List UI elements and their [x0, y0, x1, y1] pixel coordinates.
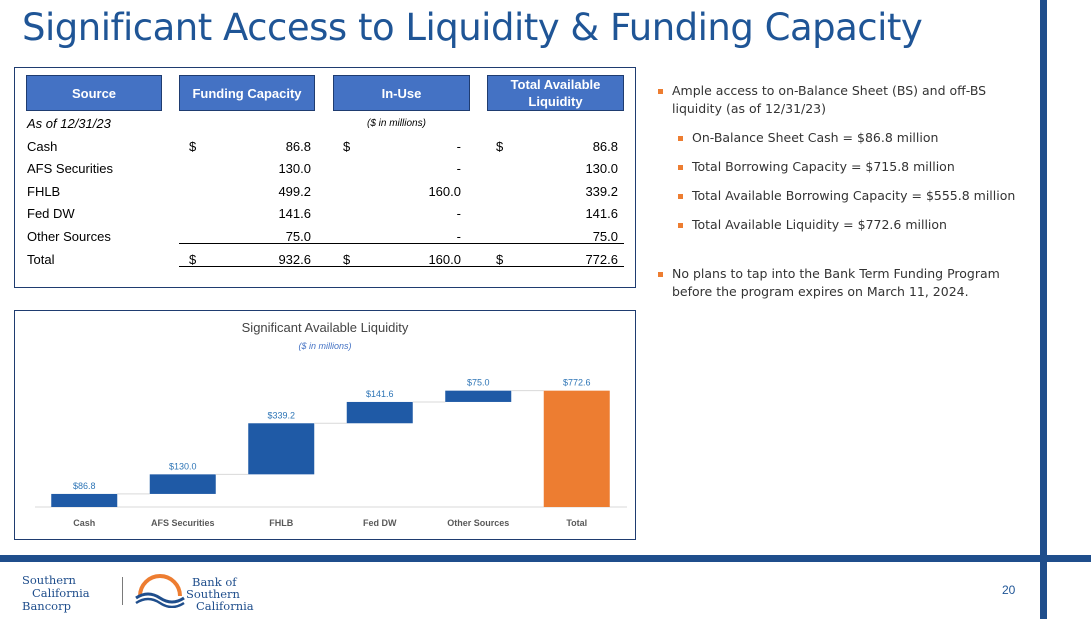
- data-label: $141.6: [365, 388, 394, 399]
- as-of-date: As of 12/31/23: [27, 116, 111, 131]
- bottom-rule: [179, 266, 624, 267]
- cell-capacity: 141.6: [278, 206, 311, 221]
- waterfall-chart: [15, 311, 634, 538]
- units-note: ($ in millions): [367, 118, 426, 129]
- chart-subtitle: ($ in millions): [298, 341, 352, 351]
- cell-available: 141.6: [585, 206, 618, 221]
- bar-total: [544, 391, 610, 507]
- slide-title: Significant Access to Liquidity & Funding Capacity: [22, 6, 923, 49]
- bullet-6: No plans to tap into the Bank Term Funding Program before the program expires on March 11, 2024.: [672, 266, 1000, 299]
- cell-available: 86.8: [592, 139, 618, 154]
- data-label: $130.0: [168, 461, 197, 472]
- cell-in-use: 160.0: [428, 252, 461, 267]
- southern-california-bancorp-logo: [22, 574, 90, 613]
- logo-left-line-1: Southern: [22, 573, 76, 587]
- bullet-marker: [678, 136, 683, 141]
- bullet-1: Ample access to on-Balance Sheet (BS) and off-BS liquidity (as of 12/31/23): [672, 83, 987, 116]
- cell-source: FHLB: [27, 184, 61, 199]
- logo-divider: [122, 577, 123, 605]
- cell-in-use: -: [456, 161, 461, 176]
- category-label: FHLB: [269, 518, 294, 528]
- cell-cap-cur: $: [189, 139, 197, 154]
- cell-capacity: 130.0: [278, 161, 311, 176]
- cell-capacity: 932.6: [278, 252, 311, 267]
- bar-other-sources: [445, 391, 511, 402]
- cell-in-use: -: [456, 229, 461, 244]
- bar-fed-dw: [347, 402, 413, 423]
- cell-available: 339.2: [585, 184, 618, 199]
- footer-divider-bar: [0, 555, 1091, 562]
- bullet-3: Total Borrowing Capacity = $715.8 million: [692, 159, 955, 174]
- data-label: $75.0: [466, 377, 490, 388]
- data-label: $339.2: [267, 410, 296, 421]
- bullet-marker: [678, 223, 683, 228]
- bullet-5: Total Available Liquidity = $772.6 million: [692, 217, 947, 232]
- category-label: AFS Securities: [150, 518, 215, 528]
- bank-emblem-icon: [134, 574, 186, 608]
- bar-cash: [51, 494, 117, 507]
- category-label: Cash: [73, 518, 96, 528]
- cell-in-use: -: [456, 139, 461, 154]
- cell-in-use: 160.0: [428, 184, 461, 199]
- header-source: Source: [26, 75, 162, 111]
- category-label: Other Sources: [447, 518, 510, 528]
- bar-fhlb: [248, 423, 314, 474]
- cell-capacity: 499.2: [278, 184, 311, 199]
- bullet-2: On-Balance Sheet Cash = $86.8 million: [692, 130, 939, 145]
- bullet-marker: [678, 165, 683, 170]
- bullet-marker: [678, 194, 683, 199]
- header-in-use: In-Use: [333, 75, 470, 111]
- cell-available: 130.0: [585, 161, 618, 176]
- chart-title: Significant Available Liquidity: [241, 320, 409, 335]
- cell-available: 772.6: [585, 252, 618, 267]
- header-funding-capacity: Funding Capacity: [179, 75, 315, 111]
- page-number: 20: [1002, 583, 1016, 597]
- logo-right-line-3: California: [196, 599, 254, 613]
- data-label: $86.8: [72, 480, 96, 491]
- cell-source: Fed DW: [27, 206, 75, 221]
- cell-avail-cur: $: [496, 252, 504, 267]
- cell-capacity: 75.0: [285, 229, 311, 244]
- total-rule: [179, 243, 624, 244]
- logo-left-line-3: Bancorp: [22, 599, 71, 613]
- cell-avail-cur: $: [496, 139, 504, 154]
- logo-left-line-2: California: [32, 586, 90, 600]
- cell-source: Total: [27, 252, 55, 267]
- category-label: Total: [566, 518, 588, 528]
- header-total-available: Total Available Liquidity: [487, 75, 624, 111]
- bar-afs-securities: [150, 474, 216, 494]
- category-label: Fed DW: [363, 518, 397, 528]
- cell-use-cur: $: [343, 252, 351, 267]
- right-accent-bar: [1040, 0, 1047, 619]
- bullet-marker: [658, 272, 663, 277]
- liquidity-table: [14, 67, 636, 288]
- cell-cap-cur: $: [189, 252, 197, 267]
- cell-in-use: -: [456, 206, 461, 221]
- cell-available: 75.0: [592, 229, 618, 244]
- cell-source: AFS Securities: [27, 161, 113, 176]
- cell-use-cur: $: [343, 139, 351, 154]
- logo-right-line-1: Bank of: [192, 575, 237, 589]
- data-label: $772.6: [562, 377, 591, 388]
- bank-of-southern-california-logo: [186, 576, 254, 612]
- cell-source: Cash: [27, 139, 58, 154]
- cell-source: Other Sources: [27, 229, 111, 244]
- bullet-4: Total Available Borrowing Capacity = $555.8 million: [692, 188, 1016, 203]
- bullet-marker: [658, 89, 663, 94]
- chart-panel: [14, 310, 636, 540]
- logo-right-line-2: Southern: [186, 587, 240, 601]
- cell-capacity: 86.8: [285, 139, 311, 154]
